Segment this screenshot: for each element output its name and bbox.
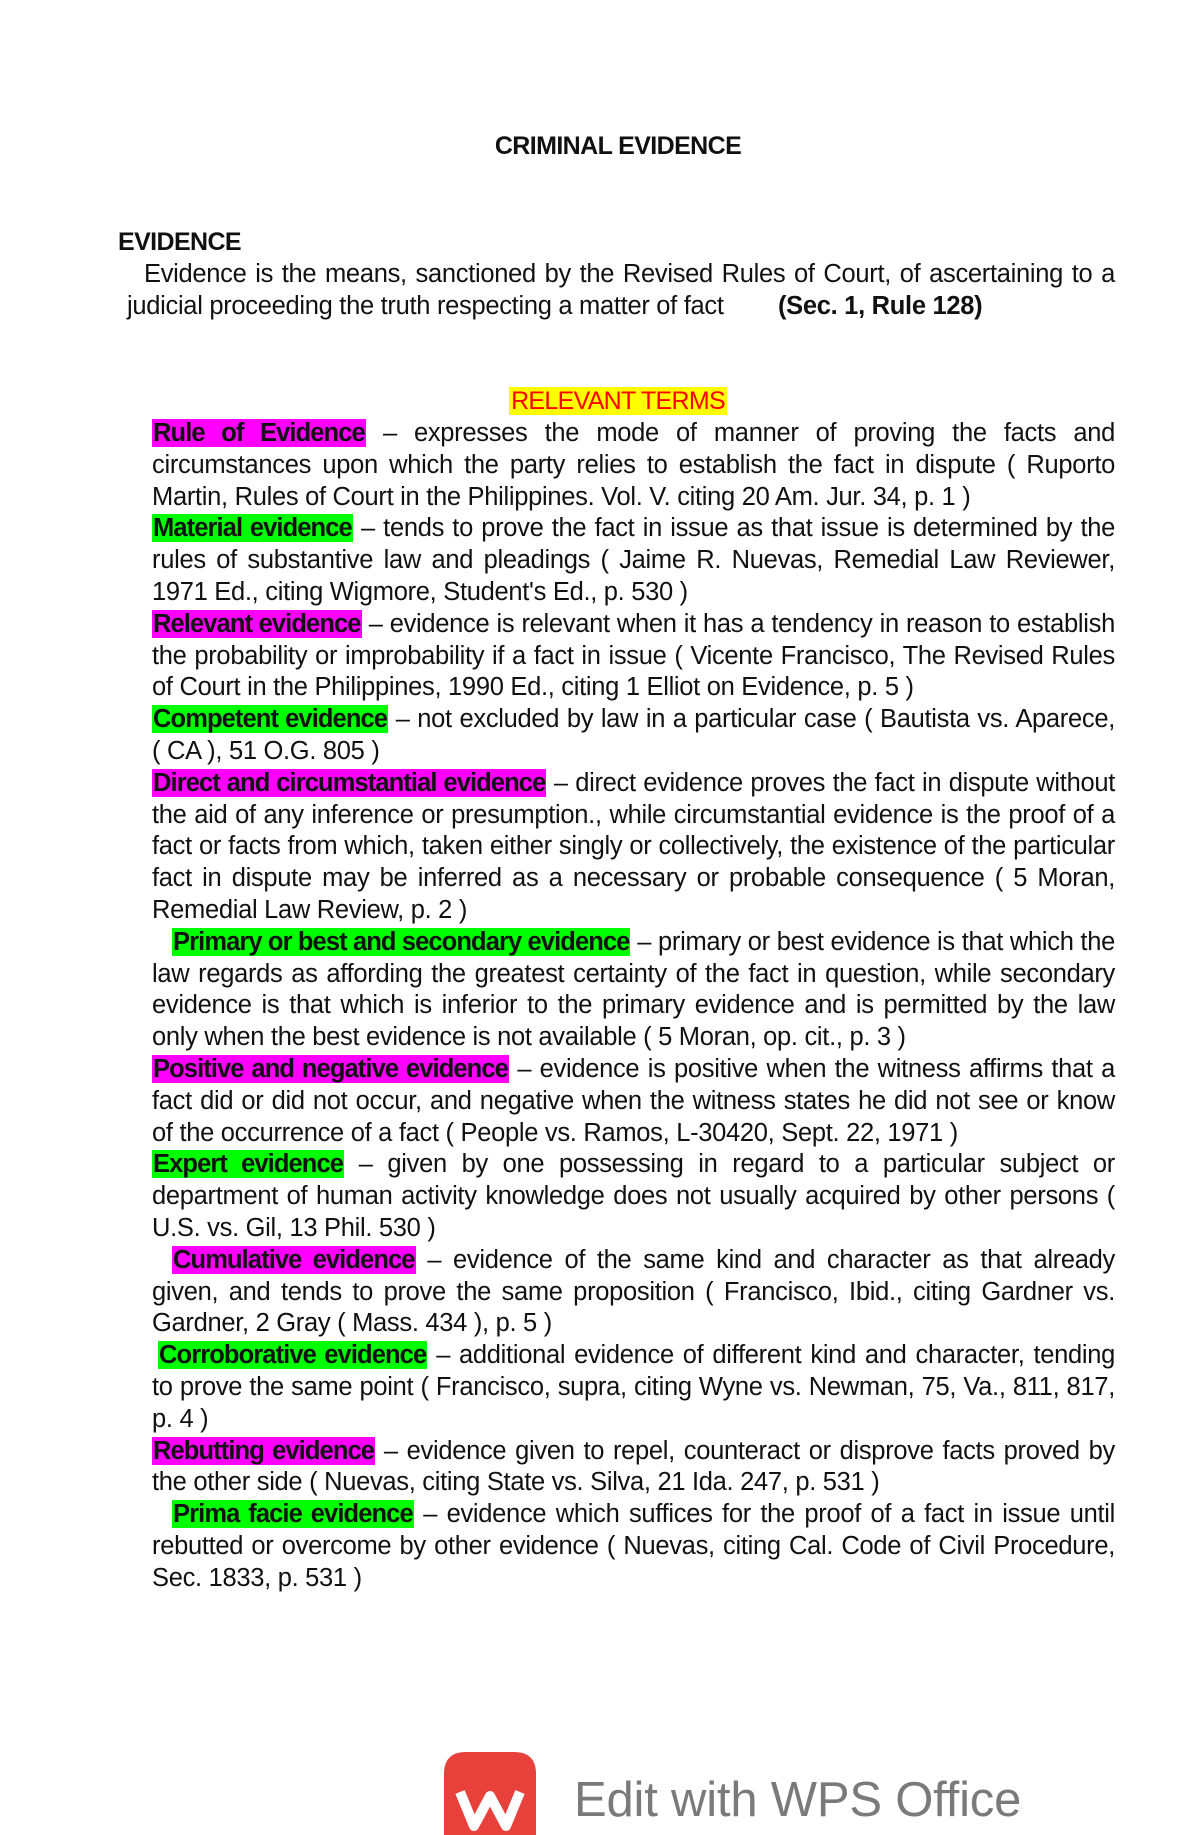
- wps-office-logo-icon: [434, 1752, 546, 1835]
- term-name: Prima facie evidence: [173, 1500, 413, 1529]
- term-definition: – tends to prove the fact in issue as that issue is determined by the rules of substantive law and pleadings ( Jaime R. Nuevas, Remedial Law Reviewer, 1971 Ed., citing Wigmore, Student's Ed., p. 530 ): [152, 514, 1115, 606]
- term-definition: – not excluded by law in a particular case ( Bautista vs. Aparece, ( CA ), 51 O.G. 805 ): [152, 705, 1115, 765]
- term-item: [152, 704, 1115, 768]
- term-item: [152, 418, 1115, 513]
- term-name: Positive and negative evidence: [153, 1054, 508, 1083]
- term-item: [152, 1245, 1115, 1340]
- term-definition: – additional evidence of different kind and character, tending to prove the same point ( Francisco, supra, citing Wyne vs. Newman, 75, Va., 811, 817, p. 4 ): [152, 1341, 1116, 1433]
- term-definition: – primary or best evidence is that which the law regards as affording the greatest certainty of the fact in question, while secondary evidence is that which is inferior to the primary evidence and is permitted by the law only when the best evidence is not available ( 5 Moran, op. cit., p. 3 ): [152, 927, 1115, 1052]
- document-title: CRIMINAL EVIDENCE: [494, 132, 742, 160]
- term-name: Corroborative evidence: [159, 1341, 427, 1370]
- term-item: [152, 1340, 1115, 1435]
- term-name: Material evidence: [153, 514, 352, 543]
- intro-citation: (Sec. 1, Rule 128): [777, 291, 983, 320]
- term-name: Rebutting evidence: [153, 1436, 375, 1465]
- relevant-terms-heading: RELEVANT TERMS: [511, 387, 725, 415]
- term-name: Primary or best and secondary evidence: [173, 927, 630, 956]
- term-definition: – given by one possessing in regard to a particular subject or department of human activity knowledge does not usually acquired by other persons ( U.S. vs. Gil, 13 Phil. 530 ): [152, 1150, 1115, 1242]
- term-name: Relevant evidence: [153, 609, 361, 638]
- wps-footer[interactable]: [434, 1752, 1054, 1835]
- term-definition: – evidence given to repel, counteract or disprove facts proved by the other side ( Nuevas, citing State vs. Silva, 21 Ida. 247, p. 531 ): [152, 1436, 1115, 1497]
- wps-footer-text: Edit with WPS Office: [574, 1773, 1022, 1827]
- term-definition: – evidence is relevant when it has a tendency in reason to establish the probability or improbability if a fact in issue ( Vicente Francisco, The Revised Rules of Court in the Philippines, 1990 Ed., citing 1 Elliot on Evidence, p. 5 ): [152, 609, 1115, 702]
- intro-paragraph: [127, 259, 1115, 322]
- term-definition: – direct evidence proves the fact in dispute without the aid of any inference or presumption., while circumstantial evidence is the proof of a fact or facts from which, taken either singly or collectively, the existence of the particular fact in dispute may be inferred as a necessary or probable consequence ( 5 Moran, Remedial Law Review, p. 2 ): [152, 768, 1115, 924]
- term-item: [152, 768, 1115, 927]
- term-item: [152, 1499, 1115, 1594]
- intro-text-block: [127, 259, 1115, 322]
- term-name: Cumulative evidence: [173, 1245, 415, 1274]
- term-name: Competent evidence: [153, 705, 388, 734]
- term-definition: – expresses the mode of manner of proving the facts and circumstances upon which the party relies to establish the fact in dispute ( Ruporto Martin, Rules of Court in the Philippines. Vol. V. citing 20 Am. Jur. 34, p. 1 ): [152, 419, 1115, 511]
- intro-text: Evidence is the means, sanctioned by the Revised Rules of Court, of ascertaining to a judicial proceeding the truth respecting a matter of fact: [127, 260, 1115, 320]
- term-item: [152, 1054, 1115, 1149]
- term-definition: – evidence is positive when the witness affirms that a fact did or did not occur, and negative when the witness states he did not see or know of the occurrence of a fact ( People vs. Ramos, L-30420, Sept. 22, 1971 ): [152, 1054, 1115, 1147]
- term-name: Rule of Evidence: [153, 419, 365, 447]
- term-item: [152, 927, 1115, 1054]
- relevant-terms-heading-wrap: [0, 387, 1200, 416]
- term-name: Direct and circumstantial evidence: [153, 768, 546, 797]
- term-item: [152, 1149, 1115, 1244]
- term-item: [152, 513, 1115, 608]
- term-item: [152, 1436, 1115, 1500]
- term-definition: – evidence of the same kind and character as that already given, and tends to prove the same proposition ( Francisco, Ibid., citing Gardner vs. Gardner, 2 Gray ( Mass. 434 ), p. 5 ): [152, 1245, 1115, 1338]
- terms-list: [152, 418, 1115, 1594]
- term-definition: – evidence which suffices for the proof of a fact in issue until rebutted or overcome by other evidence ( Nuevas, citing Cal. Code of Civil Procedure, Sec. 1833, p. 531 ): [152, 1500, 1116, 1592]
- term-item: [152, 609, 1115, 704]
- section-heading: EVIDENCE: [118, 228, 242, 256]
- term-name: Expert evidence: [153, 1150, 344, 1179]
